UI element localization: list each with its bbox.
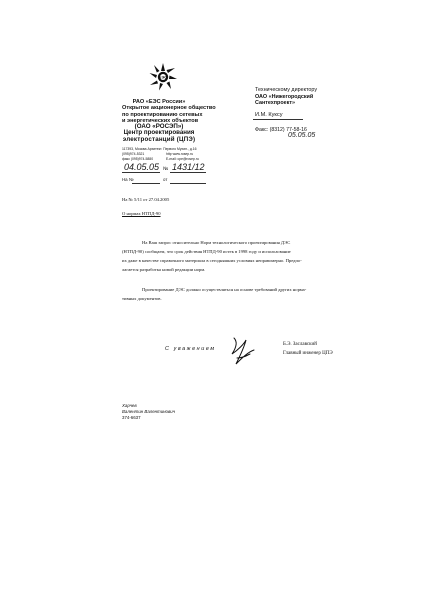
org-purpose-2: и энергетических объектов [122,117,199,124]
closing-regards: С уважением [165,346,216,352]
phone: (095)974-5321 [122,152,145,156]
letter-date: 04.05.05 [124,162,160,172]
recipient-name: И.М. Куксу [255,112,283,118]
org-type: Открытое акционерное общество [122,105,216,112]
ref-from-label: от [163,177,168,182]
address: 117393, Москва Архитект. Первого Мухин., д.16 [122,147,197,151]
executor-name: Валентин Валентинович [122,409,176,414]
body-para1-line2: (НТПД-90) сообщаем, что срок действия НТПД-90 истек в 1998 году и использование [122,249,291,254]
fax: факс (095)974-5880 [122,156,154,161]
reference-line: На № 5/11 от 27.04.2005 [122,197,170,202]
body-para1-line1: На Ваш запрос относительно Норм технологического проектирования ДЭС [142,240,291,245]
recipient-org-2: Сантехпроект» [255,100,295,107]
org-short-name: (ОАО «РОСЭП») [134,123,184,131]
handwritten-signature [228,334,258,368]
ref-label: На № [122,177,134,182]
svg-text:ЕЭС: ЕЭС [158,74,168,80]
executor-surname: Харчев [122,403,137,408]
center-name-1: Центр проектирования [123,129,195,137]
signer-title: Главный инженер ЦПЭ [283,351,333,356]
executor-phone: 374-6637 [122,415,141,420]
org-name: РАО «ЕЭС России» [132,99,186,105]
center-name-2: электростанций (ЦПЭ) [122,135,196,143]
body-para2-line1: Проектирование ДЭС должно осуществляться на основе требований других норма- [142,287,307,292]
recipient-title: Техническому директору [255,87,318,93]
recipient-handwritten-date: 05.05.05 [288,132,316,139]
signer-name: Б.Э. Заславский [283,342,317,347]
rosep-logo [148,62,178,92]
letter-number: 1431/12 [172,162,205,172]
org-purpose-1: по проектированию сетевых [122,111,203,118]
body-para2-line2: тивных документов. [122,296,162,301]
recipient-fax: Факс: (8312) 77-58-16 [255,127,307,133]
body-para1-line4: лагается разработка новой редакции норм. [122,267,206,272]
subject-line: О нормах НТПД-90 [122,211,161,216]
body-para1-line3: их даже в качестве справочного материала в сегодняшних условиях неправомерно. Предпо- [122,258,302,263]
number-prefix: № [163,166,169,172]
recipient-org-1: ОАО «Нижегородский [255,93,314,100]
website: http www.rosep.ru [166,152,194,156]
email: E-mail: cpe@rosep.ru [166,156,199,161]
